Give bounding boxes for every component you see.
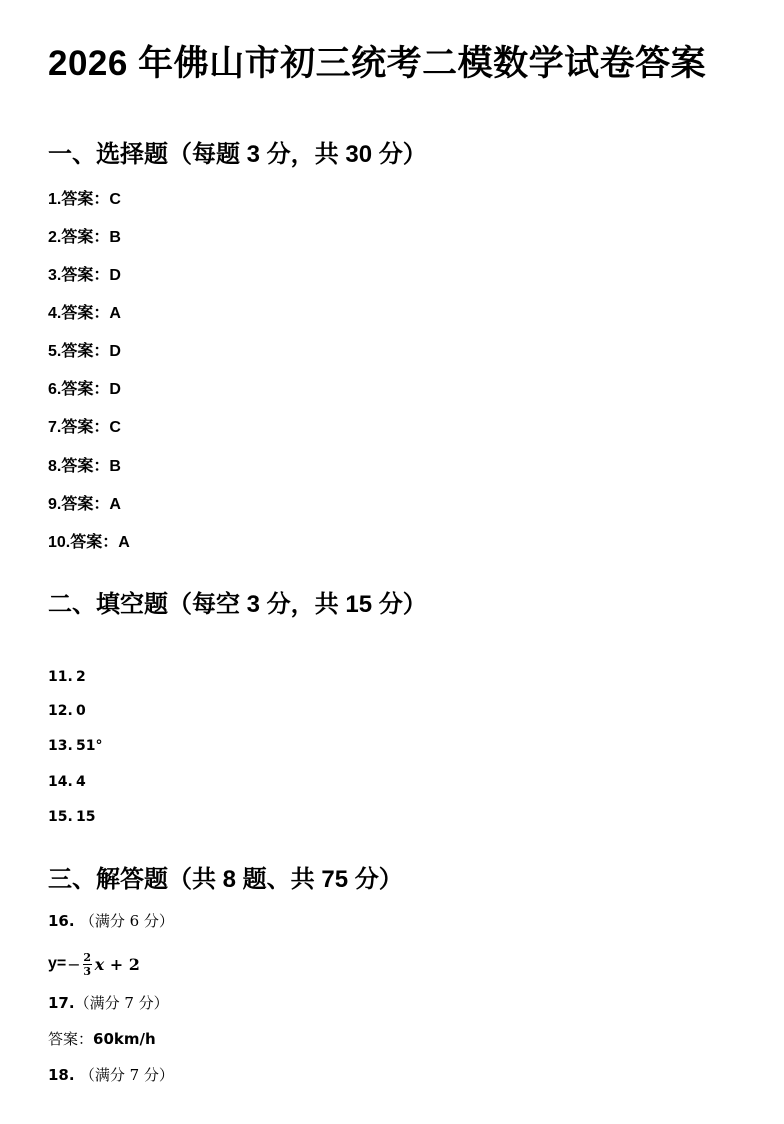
mc-answer-3: 3.答案：D — [48, 267, 121, 284]
question-number: 16. — [48, 912, 75, 930]
section-heading-multiple-choice: 一、选择题（每题 3 分，共 30 分） — [48, 141, 427, 168]
fraction-numerator: 2 — [83, 950, 91, 964]
section-heading-free-response: 三、解答题（共 8 题、共 75 分） — [48, 866, 403, 893]
formula-tail: + 2 — [104, 954, 140, 974]
mc-answer-4: 4.答案：A — [48, 305, 121, 322]
mc-answer-6: 6.答案：D — [48, 381, 121, 398]
question-number: 13. — [48, 738, 73, 754]
mc-answer-10: 10.答案：A — [48, 534, 130, 551]
formula-rest — [95, 955, 140, 974]
question-score: （满分 7 分） — [79, 1066, 174, 1084]
answer-value: 0 — [76, 703, 86, 719]
mc-answer-8: 8.答案：B — [48, 458, 121, 475]
fill-answer-14 — [48, 774, 86, 790]
question-16-label — [48, 910, 174, 931]
question-number: 18. — [48, 1066, 75, 1084]
formula-lhs: y= — [48, 955, 67, 972]
answer-value: 4 — [76, 774, 86, 790]
question-number: 11. — [48, 669, 73, 685]
question-number: 14. — [48, 774, 73, 790]
mc-answer-1: 1.答案：C — [48, 191, 121, 208]
fill-answer-15 — [48, 809, 95, 825]
page-title: 2026 年佛山市初三统考二模数学试卷答案 — [48, 44, 707, 83]
question-16-formula — [48, 946, 140, 982]
fraction-denominator: 3 — [83, 964, 91, 978]
answer-value: 51° — [76, 738, 103, 754]
fill-answer-12 — [48, 703, 86, 719]
question-18-label — [48, 1064, 174, 1085]
formula-minus-sign: − — [67, 954, 81, 974]
question-number: 17. — [48, 994, 75, 1012]
mc-answer-5: 5.答案：D — [48, 343, 121, 360]
mc-answer-2: 2.答案：B — [48, 229, 121, 246]
question-17-label — [48, 992, 169, 1013]
question-17-answer — [48, 1028, 156, 1049]
question-number: 12. — [48, 703, 73, 719]
question-score: （满分 7 分） — [74, 994, 169, 1012]
answer-value: 2 — [76, 669, 86, 685]
answer-key-label: 答案： — [48, 1030, 94, 1048]
fill-answer-11 — [48, 669, 86, 685]
question-number: 15. — [48, 809, 73, 825]
mc-answer-9: 9.答案：A — [48, 496, 121, 513]
formula-fraction — [83, 952, 92, 977]
mc-answer-7: 7.答案：C — [48, 419, 121, 436]
formula-variable: x — [94, 954, 105, 974]
section-heading-fill-in: 二、填空题（每空 3 分，共 15 分） — [48, 591, 427, 618]
answer-value: 60km/h — [93, 1030, 156, 1048]
question-score: （满分 6 分） — [79, 912, 174, 930]
answer-value: 15 — [76, 809, 96, 825]
fill-answer-13 — [48, 738, 102, 754]
